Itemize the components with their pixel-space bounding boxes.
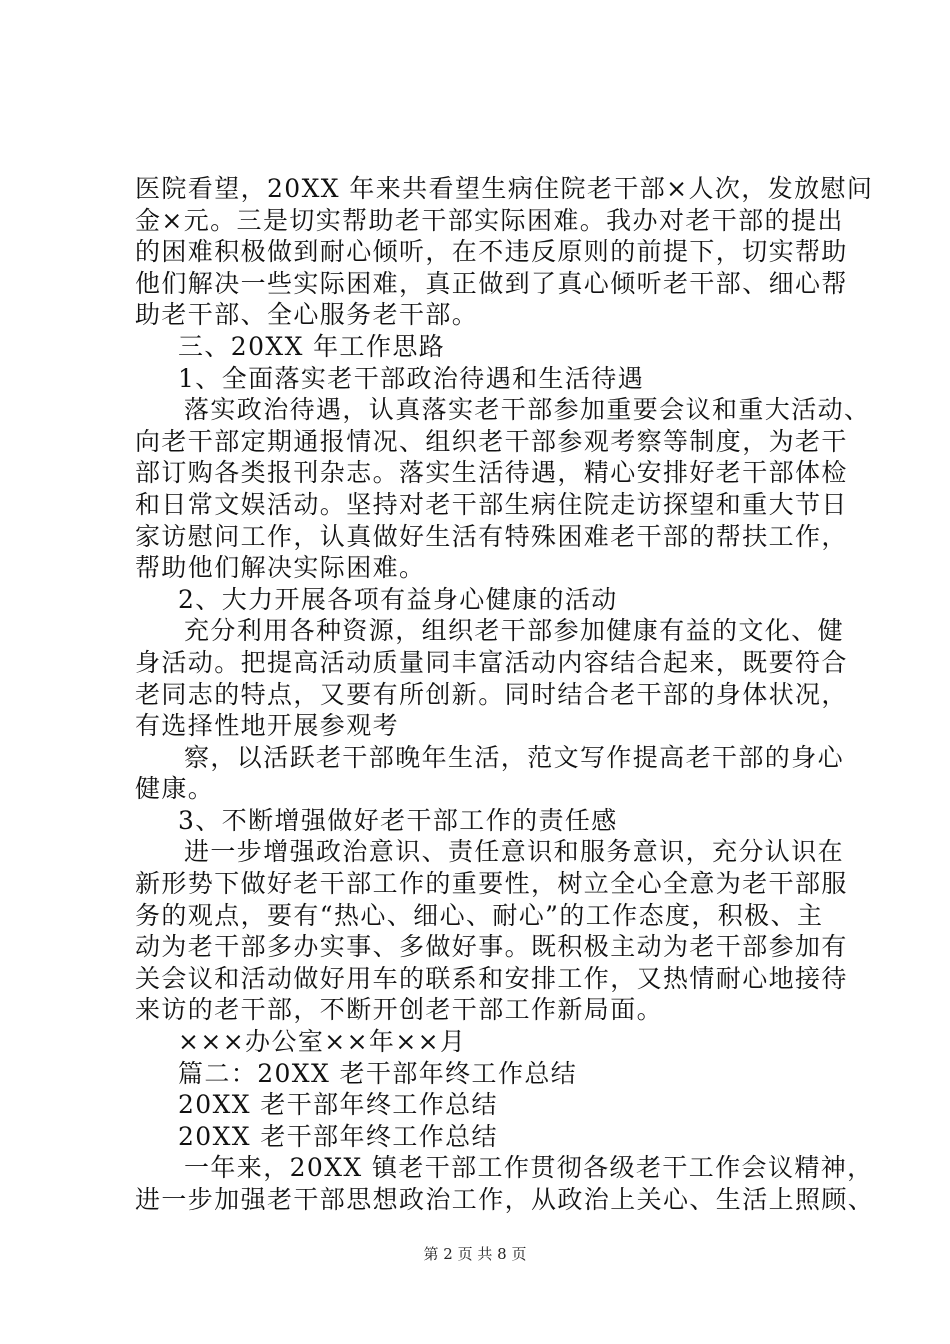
text-line: 他们解决一些实际困难，真正做到了真心倾听老干部、细心帮 <box>135 268 848 298</box>
text-line: 来访的老干部，不断开创老干部工作新局面。 <box>135 995 664 1025</box>
text-line: 1、全面落实老干部政治待遇和生活待遇 <box>178 363 645 393</box>
text-line: 和日常文娱活动。坚持对老干部生病住院走访探望和重大节日 <box>135 489 848 519</box>
text-line: 向老干部定期通报情况、组织老干部参观考察等制度，为老干 <box>135 426 848 456</box>
text-line: 进一步加强老干部思想政治工作，从政治上关心、生活上照顾、 <box>135 1185 875 1214</box>
text-line: 助老干部、全心服务老干部。 <box>135 300 479 330</box>
text-line: 健康。 <box>135 774 215 804</box>
text-line: 的困难积极做到耐心倾听，在不违反原则的前提下，切实帮助 <box>135 237 848 267</box>
text-line: 篇二：20XX 老干部年终工作总结 <box>178 1058 578 1088</box>
text-line: 三、20XX 年工作思路 <box>178 331 446 361</box>
text-line: 医院看望，20XX 年来共看望生病住院老干部×人次，发放慰问 <box>135 174 874 203</box>
text-line: 动为老干部多办实事、多做好事。既积极主动为老干部参加有 <box>135 932 848 962</box>
text-line: 20XX 老干部年终工作总结 <box>178 1090 498 1120</box>
text-line: 金×元。三是切实帮助老干部实际困难。我办对老干部的提出 <box>135 205 844 235</box>
text-line: 3、不断增强做好老干部工作的责任感 <box>178 805 618 835</box>
text-line: 有选择性地开展参观考 <box>135 711 400 741</box>
text-line: 一年来，20XX 镇老干部工作贯彻各级老干工作会议精神， <box>184 1153 874 1183</box>
text-line: 家访慰问工作，认真做好生活有特殊困难老干部的帮扶工作， <box>135 521 848 551</box>
text-line: ×××办公室××年××月 <box>178 1027 467 1057</box>
text-line: 部订购各类报刊杂志。落实生活待遇，精心安排好老干部体检 <box>135 458 848 488</box>
text-line: 进一步增强政治意识、责任意识和服务意识，充分认识在 <box>184 837 845 867</box>
text-line: 身活动。把提高活动质量同丰富活动内容结合起来，既要符合 <box>135 647 848 677</box>
text-line: 落实政治待遇，认真落实老干部参加重要会议和重大活动、 <box>184 395 871 425</box>
text-line: 关会议和活动做好用车的联系和安排工作，又热情耐心地接待 <box>135 963 848 993</box>
text-line: 老同志的特点，又要有所创新。同时结合老干部的身体状况， <box>135 679 848 709</box>
text-line: 察，以活跃老干部晚年生活，范文写作提高老干部的身心 <box>184 742 845 772</box>
document-body <box>135 173 875 1216</box>
page-footer: 第 2 页 共 8 页 <box>423 1245 527 1263</box>
text-line: 2、大力开展各项有益身心健康的活动 <box>178 584 618 614</box>
text-line: 帮助他们解决实际困难。 <box>135 553 426 583</box>
text-line: 新形势下做好老干部工作的重要性，树立全心全意为老干部服 <box>135 869 848 899</box>
text-line: 20XX 老干部年终工作总结 <box>178 1121 498 1151</box>
text-line: 充分利用各种资源，组织老干部参加健康有益的文化、健 <box>184 616 845 646</box>
text-line: 务的观点，要有“热心、细心、耐心”的工作态度，积极、主 <box>135 900 824 930</box>
